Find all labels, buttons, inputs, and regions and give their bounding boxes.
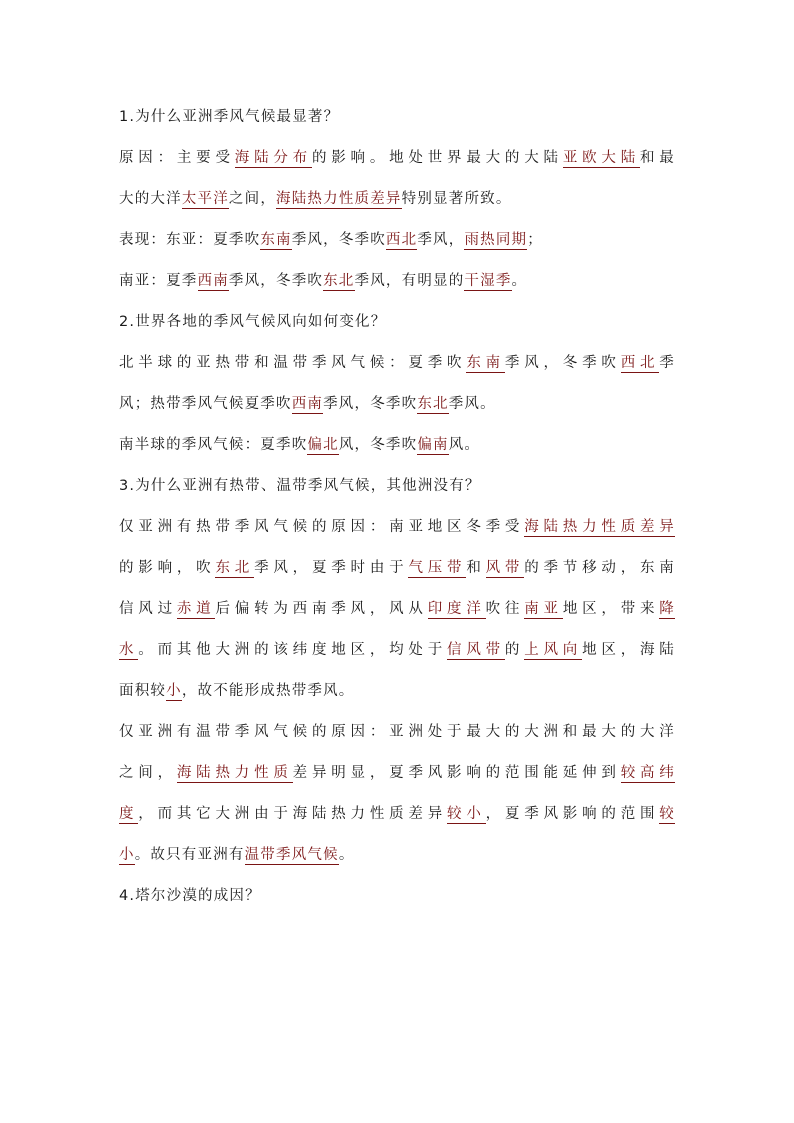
text-run: 的影响。地处世界最大的大陆	[311, 150, 563, 166]
underlined-term: 亚欧大陆	[562, 150, 640, 166]
underlined-term: 太平洋	[181, 191, 229, 207]
text-line	[119, 145, 675, 172]
underlined-term: 赤道	[176, 601, 216, 617]
text-run: 季风，冬季吹	[323, 396, 418, 412]
text-run: 季风，	[417, 232, 465, 248]
underlined-term: 东南	[466, 355, 505, 371]
underlined-term: 水	[119, 642, 139, 658]
underlined-term: 东北	[323, 273, 355, 289]
text-run: 地区，带来	[562, 601, 660, 617]
underlined-term: 南亚	[524, 601, 563, 617]
underlined-term: 东北	[417, 396, 449, 412]
underlined-term: 印度洋	[427, 601, 486, 617]
underlined-term: 较小	[447, 806, 486, 822]
underlined-term: 东南	[260, 232, 292, 248]
underlined-term: 较	[659, 806, 675, 822]
text-run: 表现：东亚：夏季吹	[119, 232, 261, 248]
text-run: 仅亚洲有温带季风气候的原因：亚洲处于最大的大洲和最大的大洋	[119, 724, 675, 740]
text-run: 。	[511, 273, 528, 289]
text-line	[119, 637, 675, 664]
underlined-term: 小	[166, 683, 182, 699]
underlined-term: 西北	[620, 355, 660, 371]
text-run: 的	[504, 642, 525, 658]
text-line	[119, 514, 675, 541]
text-run: 之间，	[228, 191, 277, 207]
document-body	[119, 104, 675, 924]
underlined-term: 海陆热力性质	[176, 765, 293, 781]
text-run: 南半球的季风气候：夏季吹	[119, 437, 308, 453]
text-run: 风；热带季风气候夏季吹	[119, 396, 292, 412]
text-run: 季	[659, 355, 675, 371]
text-run: 季风，夏季时由于	[254, 560, 409, 576]
underlined-term: 干湿季	[464, 273, 512, 289]
text-run: 季风。	[448, 396, 496, 412]
text-run: 北半球的亚热带和温带季风气候：夏季吹	[119, 355, 467, 371]
text-run: ，而其它大洲由于海陆热力性质差异	[138, 806, 448, 822]
text-run: 季风，冬季吹	[291, 232, 386, 248]
text-run: 地区，海陆	[582, 642, 675, 658]
text-line	[119, 760, 675, 787]
text-line	[119, 309, 675, 336]
text-run: 4.塔尔沙漠的成因？	[119, 888, 261, 904]
underlined-term: 西北	[385, 232, 418, 248]
underlined-term: 风带	[485, 560, 525, 576]
text-run: 的影响，吹	[119, 560, 216, 576]
text-line	[119, 555, 675, 582]
text-run: 面积较	[119, 683, 167, 699]
text-run: 的季节移动，东南	[524, 560, 675, 576]
text-line	[119, 432, 675, 459]
underlined-term: 海陆分布	[234, 150, 312, 166]
text-run: ，夏季风影响的范围	[485, 806, 660, 822]
text-line	[119, 473, 675, 500]
text-run: 大的大洋	[119, 191, 182, 207]
underlined-term: 较高纬	[620, 765, 675, 781]
underlined-term: 西南	[197, 273, 229, 289]
text-run: 季风，有明显的	[354, 273, 465, 289]
text-line	[119, 268, 675, 295]
text-run: ，故不能形成热带季风。	[181, 683, 355, 699]
text-line	[119, 801, 675, 828]
text-run: 和最	[640, 150, 675, 166]
text-line	[119, 678, 675, 705]
text-run: 1.为什么亚洲季风气候最显著？	[119, 109, 340, 125]
text-run: 3.为什么亚洲有热带、温带季风气候，其他洲没有？	[119, 478, 481, 494]
text-run: 后偏转为西南季风，风从	[215, 601, 428, 617]
underlined-term: 温带季风气候	[244, 847, 339, 863]
text-line	[119, 186, 675, 213]
text-run: 差异明显，夏季风影响的范围能延伸到	[292, 765, 621, 781]
underlined-term: 度	[119, 806, 139, 822]
text-run: 之间，	[119, 765, 177, 781]
underlined-term: 偏南	[417, 437, 449, 453]
underlined-term: 小	[119, 847, 135, 863]
underlined-term: 西南	[291, 396, 324, 412]
text-line	[119, 719, 675, 746]
text-run: 信风过	[119, 601, 177, 617]
underlined-term: 海陆热力性质差异	[276, 191, 402, 207]
text-line	[119, 596, 675, 623]
underlined-term: 偏北	[307, 437, 339, 453]
text-line	[119, 104, 675, 131]
text-run: 风。	[448, 437, 481, 453]
text-run: 原因：主要受	[119, 150, 235, 166]
text-run: 季风，冬季吹	[228, 273, 324, 289]
underlined-term: 雨热同期	[464, 232, 528, 248]
text-line	[119, 842, 675, 869]
text-line	[119, 391, 675, 418]
underlined-term: 信风带	[447, 642, 505, 658]
text-run: 。而其他大洲的该纬度地区，均处于	[138, 642, 448, 658]
text-run: 季风，冬季吹	[504, 355, 621, 371]
text-run: 和	[466, 560, 486, 576]
text-run: ；	[527, 232, 543, 248]
text-run: 风，冬季吹	[338, 437, 418, 453]
text-run: 吹往	[485, 601, 525, 617]
text-line	[119, 883, 675, 910]
text-run: 2.世界各地的季风气候风向如何变化？	[119, 314, 387, 330]
text-run: 。故只有亚洲有	[134, 847, 245, 863]
text-run: 特别显著所致。	[401, 191, 512, 207]
text-run: 南亚：夏季	[119, 273, 198, 289]
underlined-term: 降	[659, 601, 675, 617]
underlined-term: 上风向	[524, 642, 583, 658]
text-run: 仅亚洲有热带季风气候的原因：南亚地区冬季受	[119, 519, 525, 535]
text-line	[119, 227, 675, 254]
underlined-term: 东北	[215, 560, 255, 576]
text-line	[119, 350, 675, 377]
text-run: 。	[338, 847, 355, 863]
underlined-term: 海陆热力性质差异	[524, 519, 675, 535]
underlined-term: 气压带	[408, 560, 467, 576]
